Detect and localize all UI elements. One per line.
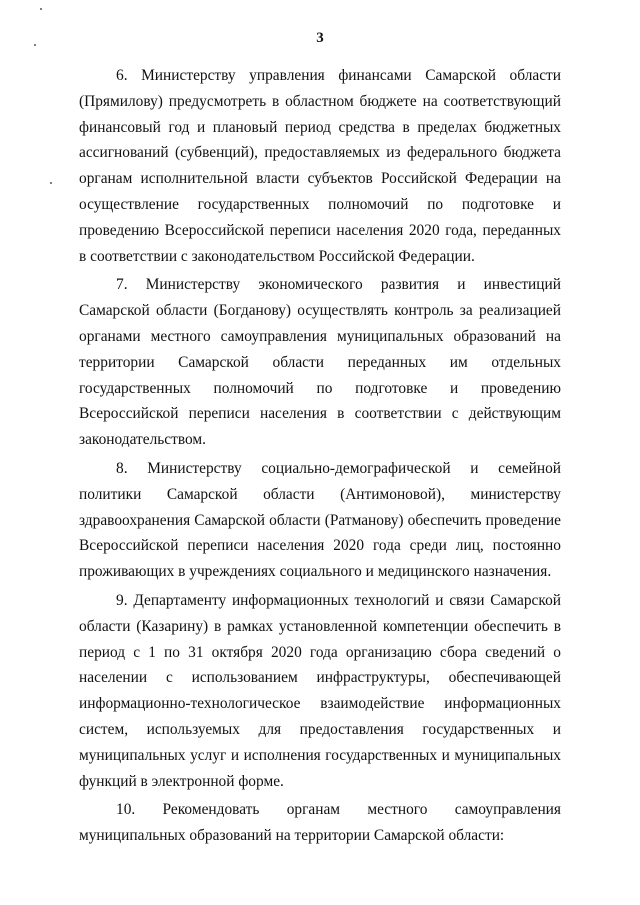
page-number: 3: [316, 30, 324, 46]
document-body: [79, 63, 561, 852]
scan-speck: [50, 182, 52, 184]
paragraph-10: 10. Рекомендовать органам местного самоуправления муниципальных образований на территории Самарской области:: [79, 801, 561, 845]
paragraph-8: 8. Министерству социально-демографической и семейной политики Самарской области (Антимоновой), министерству здравоохранения Самарской области (Ратманову) обеспечить проведение Всероссийской переписи населения 2020 года среди лиц, постоянно проживающих в учреждениях социального и медицинского назначения.: [79, 459, 561, 581]
scan-speck: [40, 8, 42, 10]
paragraph-7: 7. Министерству экономического развития и инвестиций Самарской области (Богданову) осуществлять контроль за реализацией органами местного самоуправления муниципальных образований на территории Самарской области переданных им отдельных государственных полномочий по подготовке и проведению Всероссийской переписи населения в соответствии с действующим законодательством.: [79, 276, 561, 449]
paragraph-6: 6. Министерству управления финансами Самарской области (Прямилову) предусмотреть в областном бюджете на соответствующий финансовый год и плановый период средства в пределах бюджетных ассигнований (субвенций), предоставляемых из федерального бюджета органам исполнительной власти субъектов Российской Федерации на осуществление государственных полномочий по подготовке и проведению Всероссийской переписи населения 2020 года, переданных в соответствии с законодательством Российской Федерации.: [79, 67, 561, 265]
paragraph-9: 9. Департаменту информационных технологий и связи Самарской области (Казарину) в рамках установленной компетенции обеспечить в период с 1 по 31 октября 2020 года организацию сбора сведений о населении с использованием инфраструктуры, обеспечивающей информационно-технологическое взаимодействие информационных систем, используемых для предоставления государственных и муниципальных услуг и исполнения государственных и муниципальных функций в электронной форме.: [79, 591, 561, 790]
